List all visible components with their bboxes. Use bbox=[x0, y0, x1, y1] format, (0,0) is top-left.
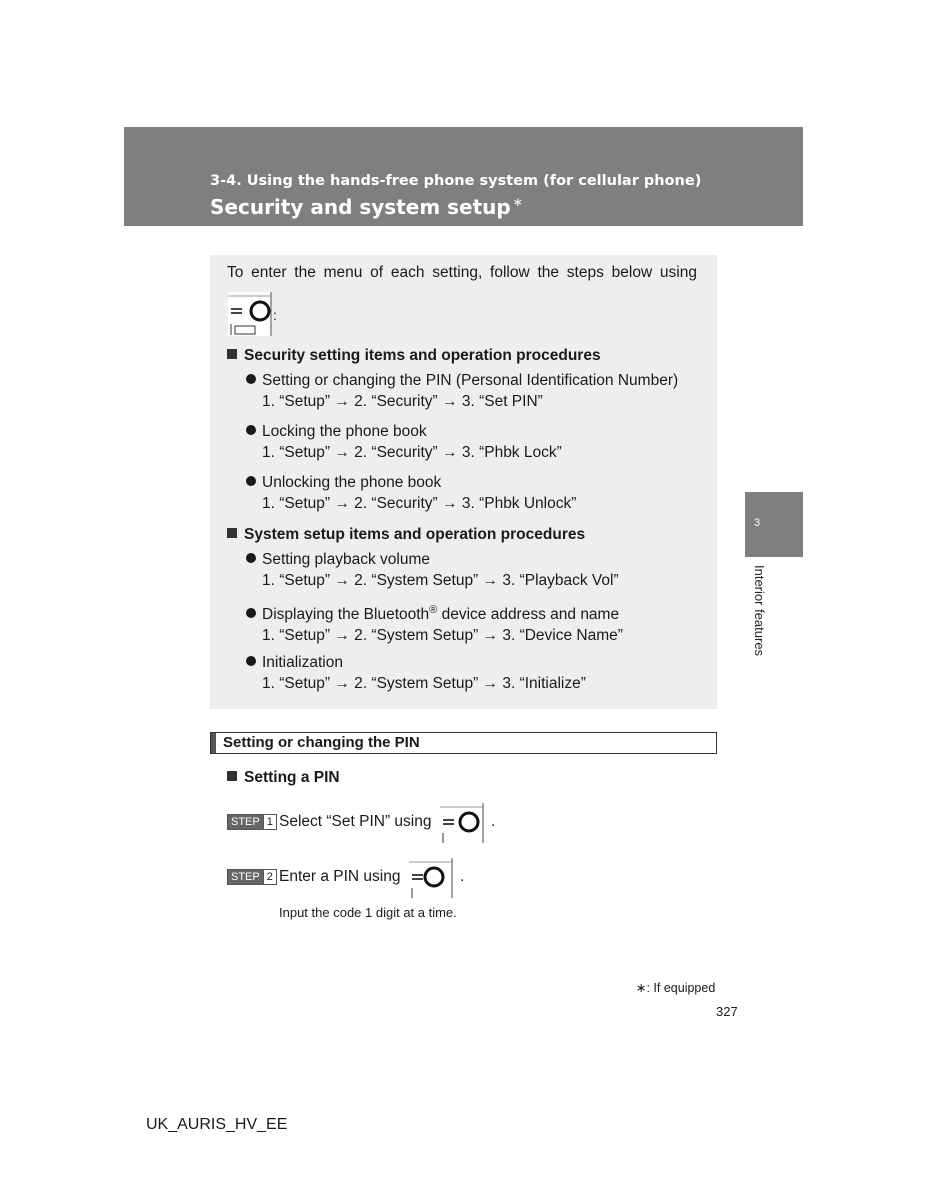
controller-icon bbox=[408, 857, 454, 899]
footnote: ∗: If equipped bbox=[636, 981, 716, 995]
list-item: Locking the phone book 1. “Setup” → 2. “Security” → 3. “Phbk Lock” bbox=[246, 421, 562, 463]
controller-icon bbox=[439, 802, 485, 844]
list-item: Unlocking the phone book 1. “Setup” → 2. “Security” → 3. “Phbk Unlock” bbox=[246, 472, 576, 514]
bullet-icon bbox=[246, 656, 256, 666]
pin-note: Input the code 1 digit at a time. bbox=[279, 905, 457, 920]
equipped-mark: ∗ bbox=[512, 195, 523, 210]
page-number: 327 bbox=[716, 1004, 738, 1019]
setting-pin-heading: Setting a PIN bbox=[227, 769, 340, 787]
page-title: Security and system setup ∗ bbox=[210, 195, 523, 219]
intro-colon: : bbox=[273, 307, 277, 323]
intro-text: To enter the menu of each setting, follow the steps below using bbox=[227, 264, 697, 281]
security-heading: Security setting items and operation procedures bbox=[227, 347, 601, 365]
page-header bbox=[124, 127, 803, 226]
menu-info-box bbox=[210, 255, 717, 709]
bullet-icon bbox=[246, 608, 256, 618]
square-bullet-icon bbox=[227, 771, 237, 781]
bullet-icon bbox=[246, 553, 256, 563]
bullet-icon bbox=[246, 374, 256, 384]
chapter-tab bbox=[745, 492, 803, 557]
step-1-badge: STEP 1 bbox=[227, 814, 277, 830]
pin-section-bar bbox=[210, 732, 717, 754]
list-item: Setting or changing the PIN (Personal Identification Number) 1. “Setup” → 2. “Security” → 3. “Set PIN” bbox=[246, 370, 678, 412]
bullet-icon bbox=[246, 425, 256, 435]
document-code: UK_AURIS_HV_EE bbox=[146, 1116, 288, 1133]
pin-section-title: Setting or changing the PIN bbox=[223, 734, 420, 751]
step-2-text: Enter a PIN using bbox=[279, 868, 401, 885]
list-item: Displaying the Bluetooth® device address and name 1. “Setup” → 2. “System Setup” → 3. “Device Name” bbox=[246, 600, 623, 646]
chapter-number: 3 bbox=[754, 517, 761, 529]
section-title: 3-4. Using the hands-free phone system (for cellular phone) bbox=[210, 173, 702, 189]
step-1-text: Select “Set PIN” using bbox=[279, 813, 432, 830]
list-item: Setting playback volume 1. “Setup” → 2. “System Setup” → 3. “Playback Vol” bbox=[246, 549, 619, 591]
system-heading: System setup items and operation procedures bbox=[227, 526, 585, 544]
controller-icon bbox=[227, 291, 273, 337]
step-2-badge: STEP 2 bbox=[227, 869, 277, 885]
bullet-icon bbox=[246, 476, 256, 486]
list-item: Initialization 1. “Setup” → 2. “System Setup” → 3. “Initialize” bbox=[246, 652, 586, 694]
square-bullet-icon bbox=[227, 349, 237, 359]
chapter-label: Interior features bbox=[752, 565, 767, 657]
square-bullet-icon bbox=[227, 528, 237, 538]
